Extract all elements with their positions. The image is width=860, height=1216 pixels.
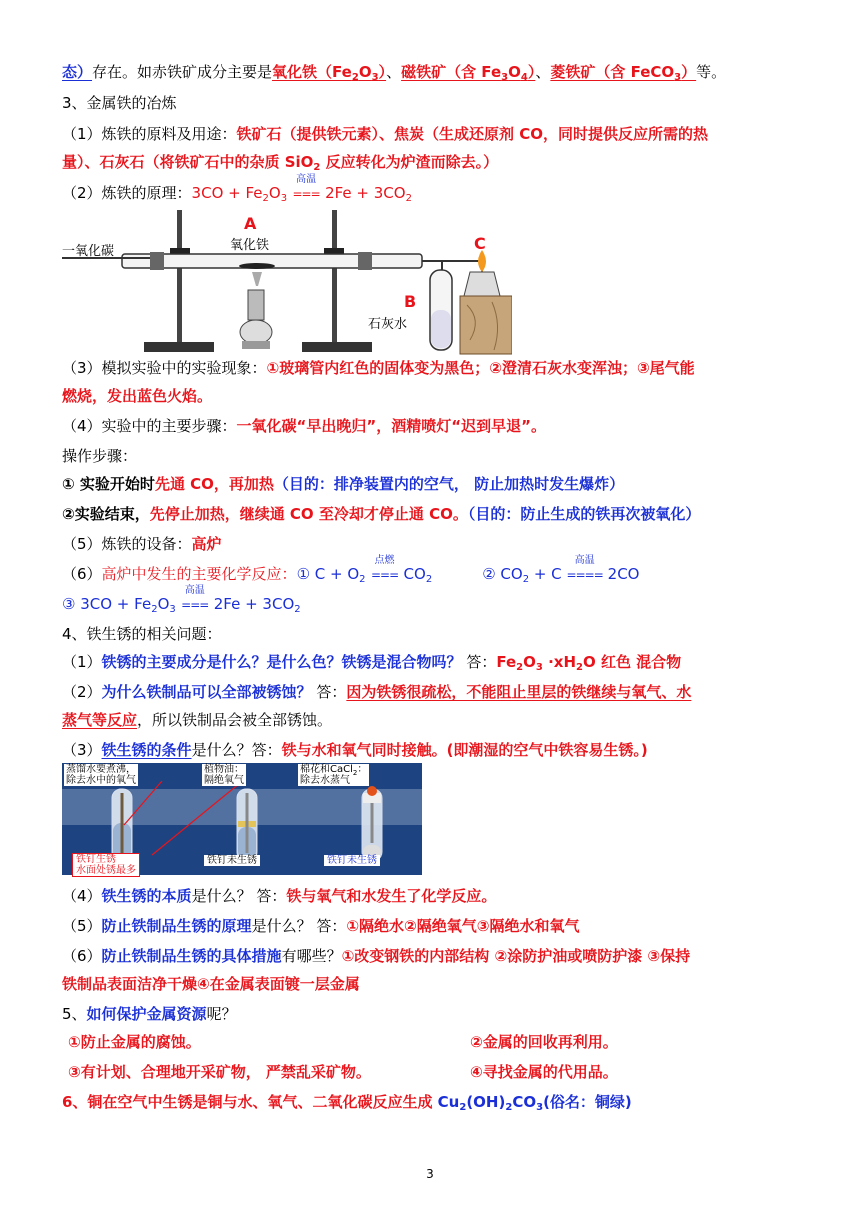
label-nail-not-rusted-1: 铁钉未生锈 xyxy=(204,855,260,866)
label-b: B xyxy=(404,292,417,311)
label-c: C xyxy=(474,234,486,253)
text-line: 6、铜在空气中生锈是铜与水、氧气、二氧化碳反应生成 $Cu_2(OH)_2CO_3$(俗名：铜绿) xyxy=(62,1093,632,1113)
page-number: 3 xyxy=(426,1167,434,1181)
text-line: ③ $3CO + Fe_2O_3$ 高温 === $2Fe + 3CO_2$ xyxy=(62,585,301,615)
text-line: （3）铁生锈的条件是什么？答：铁与水和氧气同时接触。(即潮湿的空气中铁容易生锈。) xyxy=(62,741,648,759)
text-line: 蒸气等反应，所以铁制品会被全部锈蚀。 xyxy=(62,711,333,729)
text-fragment: 菱铁矿（含 FeCO$_3$） xyxy=(550,63,697,83)
label-nail-not-rusted-2: 铁钉未生锈 xyxy=(324,855,380,866)
label-nail-rusted: 铁钉生锈 水面处锈最多 xyxy=(72,853,140,877)
text-line: （1）炼铁的原料及用途：铁矿石（提供铁元素）、焦炭（生成还原剂 CO，同时提供反应所需的热 xyxy=(62,125,709,143)
text-fragment: 存在。如赤铁矿成分主要是 xyxy=(92,63,273,81)
text-fragment: 磁铁矿（含 $Fe_3O_4$） xyxy=(401,63,536,83)
text-line: ②实验结束，先停止加热，继续通 CO 至冷却才停止通 CO。（目的：防止生成的铁再次被氧化） xyxy=(62,505,701,523)
text-line: （4）铁生锈的本质是什么？ 答：铁与氧气和水发生了化学反应。 xyxy=(62,887,497,905)
section-heading: 4、铁生锈的相关问题： xyxy=(62,625,222,643)
text-line: （2）炼铁的原理：$3CO + Fe_2O_3$ 高温 === $2Fe + 3CO_2$ xyxy=(62,174,412,204)
section-heading: 3、金属铁的冶炼 xyxy=(62,94,177,112)
apparatus-figure xyxy=(62,210,512,356)
text-line: （5）防止铁制品生锈的原理是什么？ 答：①隔绝水②隔绝氧气③隔绝水和氧气 xyxy=(62,917,580,935)
text-line: （6）高炉中发生的主要化学反应：① $C + O_2$ 点燃 === $CO_2$ ② $CO_2 + C$ 高温 ==== 2CO xyxy=(62,555,640,585)
list-item: ③有计划、合理地开采矿物， 严禁乱采矿物。 xyxy=(68,1063,371,1081)
rust-experiment-figure xyxy=(62,763,422,875)
oxide-label: 氧化铁 xyxy=(230,238,270,253)
co-label: 一氧化碳 xyxy=(62,244,115,259)
text-line: 操作步骤： xyxy=(62,447,138,465)
list-item: ①防止金属的腐蚀。 xyxy=(68,1033,201,1051)
limewater-label: 石灰水 xyxy=(368,317,408,332)
text-fragment: 态） xyxy=(62,63,93,81)
label-boiled-water: 蒸馏水要煮沸， 除去水中的氧气 xyxy=(66,764,136,786)
text-line: （4）实验中的主要步骤：一氧化碳“早出晚归”，酒精喷灯“迟到早退”。 xyxy=(62,417,546,435)
text-fragment: 氧化铁$(Fe_2O_3)$ xyxy=(272,63,387,83)
text-line: （6）防止铁制品生锈的具体措施有哪些？①改变钢铁的内部结构 ②涂防护油或喷防护漆 ③保持 xyxy=(62,947,691,965)
label-plant-oil: 植物油： 隔绝氧气 xyxy=(204,764,244,786)
reaction-arrow: 高温 === xyxy=(292,174,320,201)
list-item: ④寻找金属的代用品。 xyxy=(470,1063,618,1081)
text-line: （2）为什么铁制品可以全部被锈蚀？ 答：因为铁锈很疏松，不能阻止里层的铁继续与氧气、水 xyxy=(62,683,692,701)
text-line: （5）炼铁的设备：高炉 xyxy=(62,535,222,553)
text-line: （1）铁锈的主要成分是什么？是什么色？铁锈是混合物吗？ 答：$Fe_2O_3 \cdot xH_2O$ 红色 混合物 xyxy=(62,653,682,673)
text-line: （3）模拟实验中的实验现象：①玻璃管内红色的固体变为黑色；②澄清石灰水变浑浊；③尾气能 xyxy=(62,359,695,377)
label-cotton-cacl2: 棉花和CaCl$_2$： 除去水蒸气 xyxy=(300,764,368,786)
label-a: A xyxy=(244,214,257,233)
text-line: 燃烧，发出蓝色火焰。 xyxy=(62,387,213,405)
text-line: 5、如何保护金属资源呢？ xyxy=(62,1005,237,1023)
text-line: 量）、石灰石（将铁矿石中的杂质 SiO$_2$ 反应转化为炉渣而除去。） xyxy=(62,153,499,173)
list-item: ②金属的回收再利用。 xyxy=(470,1033,618,1051)
text-line: 铁制品表面洁净干燥④在金属表面镀一层金属 xyxy=(62,975,360,993)
text-line: 态）存在。如赤铁矿成分主要是氧化铁$(Fe_2O_3)$、磁铁矿（含 $Fe_3O_4$）、菱铁矿（含 FeCO$_3$）等。 xyxy=(62,63,727,83)
text-line: ① 实验开始时先通 CO，再加热（目的：排净装置内的空气， 防止加热时发生爆炸） xyxy=(62,475,625,493)
